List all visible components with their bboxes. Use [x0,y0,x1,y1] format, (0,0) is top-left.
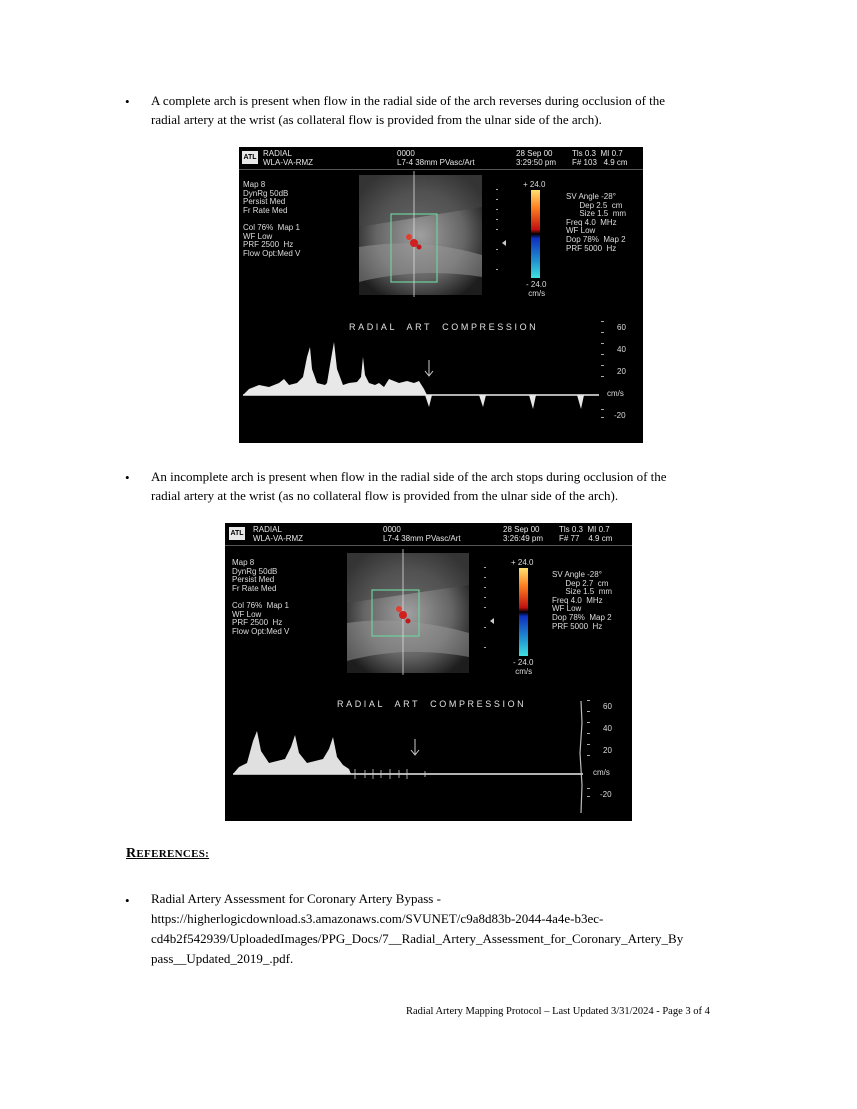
references-heading-rest: EFERENCES: [136,848,210,860]
bullet-marker: • [125,94,130,109]
references-heading [126,846,209,862]
atl-logo: ATL [242,151,258,164]
scale-unit: cm/s [593,768,610,777]
ultrasound-image-incomplete-arch [225,523,632,821]
spectral-waveform-reversed [425,395,584,409]
header-indices: Tls 0.3 MI 0.7 F# 77 4.9 cm [559,525,613,543]
settings-left: Map 8 DynRg 50dB Persist Med Fr Rate Med Col 76% Map 1 WF Low PRF 2500 Hz Flow Opt:Med V [243,180,301,258]
colorbar-top-label: + 24.0 [511,558,534,567]
page-footer: Radial Artery Mapping Protocol – Last Updated 3/31/2024 - Page 3 of 4 [406,1006,710,1017]
bullet-line: radial artery at the wrist (as no collateral flow is provided from the ulnar side of the arch). [151,488,619,503]
header-datetime: 28 Sep 00 3:26:49 pm [503,525,544,543]
color-bar [531,190,540,278]
ultrasound-graphics [225,523,632,821]
scale-60: 60 [603,702,612,711]
colorbar-bottom-label: - 24.0 cm/s [513,658,534,676]
bullet-line: An incomplete arch is present when flow in the radial side of the arch stops during occlusion of the [151,469,667,484]
header-probe: 0000 L7-4 38mm PVasc/Art [383,525,461,543]
bullet-marker: • [125,893,130,908]
spectral-title: RADIAL ART COMPRESSION [349,322,539,332]
compression-arrow [425,360,433,376]
scale-unit: cm/s [607,389,624,398]
reference-item [151,889,683,969]
scale-40: 40 [617,345,626,354]
spectral-title: RADIAL ART COMPRESSION [337,699,527,709]
ultrasound-graphics [239,147,643,443]
header-patient: RADIAL WLA-VA-RMZ [263,149,314,167]
scale-neg20: -20 [600,790,612,799]
references-heading-initial: R [126,846,137,861]
colorbar-bottom-label: - 24.0 cm/s [526,280,547,298]
atl-logo: ATL [229,527,245,540]
settings-right: SV Angle -28° Dep 2.7 cm Size 1.5 mm Freq 4.0 MHz WF Low Dop 78% Map 2 PRF 5000 Hz [552,570,613,631]
header-datetime: 28 Sep 00 3:29:50 pm [516,149,557,167]
compression-arrow [411,739,419,755]
header-indices: Tls 0.3 MI 0.7 F# 103 4.9 cm [572,149,628,167]
spectral-waveform-forward [233,731,351,774]
bullet-line: A complete arch is present when flow in the radial side of the arch reverses during occlusion of the [151,93,666,108]
spectral-waveform-forward [243,342,427,395]
bullet-line: radial artery at the wrist (as collateral flow is provided from the ulnar side of the arch). [151,112,602,127]
reference-line: Radial Artery Assessment for Coronary Artery Bypass - [151,891,441,906]
scale-60: 60 [617,323,626,332]
bullet-text-complete-arch [151,91,665,129]
colorbar-top-label: + 24.0 [523,180,546,189]
header-patient: RADIAL WLA-VA-RMZ [253,525,304,543]
reference-url-line[interactable]: pass__Updated_2019_.pdf. [151,951,294,966]
reference-url-line[interactable]: https://higherlogicdownload.s3.amazonaws.com/SVUNET/c9a8d83b-2044-4a4e-b3ec- [151,911,604,926]
scale-neg20: -20 [614,411,626,420]
settings-left: Map 8 DynRg 50dB Persist Med Fr Rate Med Col 76% Map 1 WF Low PRF 2500 Hz Flow Opt:Med V [232,558,290,636]
settings-right: SV Angle -28° Dep 2.5 cm Size 1.5 mm Freq 4.0 MHz WF Low Dop 78% Map 2 PRF 5000 Hz [566,192,627,253]
scale-20: 20 [617,367,626,376]
color-bar [519,568,528,656]
scale-40: 40 [603,724,612,733]
header-probe: 0000 L7-4 38mm PVasc/Art [397,149,475,167]
ultrasound-image-complete-arch [239,147,643,443]
bullet-marker: • [125,470,130,485]
bullet-text-incomplete-arch [151,467,667,505]
reference-url-line[interactable]: cd4b2f542939/UploadedImages/PPG_Docs/7__Radial_Artery_Assessment_for_Coronary_Artery_By [151,931,684,946]
scale-20: 20 [603,746,612,755]
